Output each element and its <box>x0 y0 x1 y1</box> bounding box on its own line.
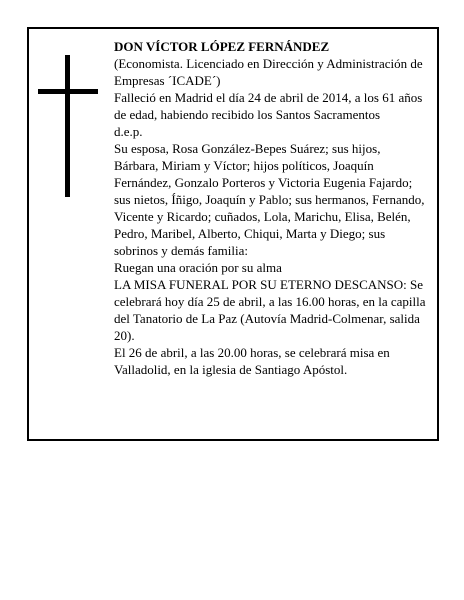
family-list: Su esposa, Rosa González-Bepes Suárez; sus hijos, Bárbara, Miriam y Víctor; hijos políticos, Joaquín Fernández, Gonzalo Porteros y Victoria Eugenia Fajardo; sus nietos, Íñigo, Joaquín y Pablo; sus hermanos, Fernando, Vicente y Ricardo; cuñados, Lola, Marichu, Elisa, Belén, Pedro, Maribel, Alberto, Chiqui, Marta y Diego; sus sobrinos y demás familia: <box>114 141 425 258</box>
funeral-mass-details: LA MISA FUNERAL POR SU ETERNO DESCANSO: Se celebrará hoy día 25 de abril, a las 16.00 horas, en la capilla del Tanatorio de La Paz (Autovía Madrid-Colmenar, salida 20). <box>114 277 426 343</box>
cross-vertical-bar <box>65 55 70 197</box>
profession-line: (Economista. Licenciado en Dirección y Administración de Empresas ´ICADE´) <box>114 56 423 88</box>
prayer-request: Ruegan una oración por su alma <box>114 260 282 275</box>
cross-icon <box>38 55 98 197</box>
cross-horizontal-bar <box>38 89 98 94</box>
deceased-name: DON VÍCTOR LÓPEZ FERNÁNDEZ <box>114 39 330 54</box>
obituary-text <box>114 38 426 378</box>
death-announcement: Falleció en Madrid el día 24 de abril de 2014, a los 61 años de edad, habiendo recibido los Santos Sacramentos <box>114 90 423 122</box>
dep-abbreviation: d.e.p. <box>114 124 143 139</box>
second-mass-details: El 26 de abril, a las 20.00 horas, se celebrará misa en Valladolid, en la iglesia de Santiago Apóstol. <box>114 345 390 377</box>
